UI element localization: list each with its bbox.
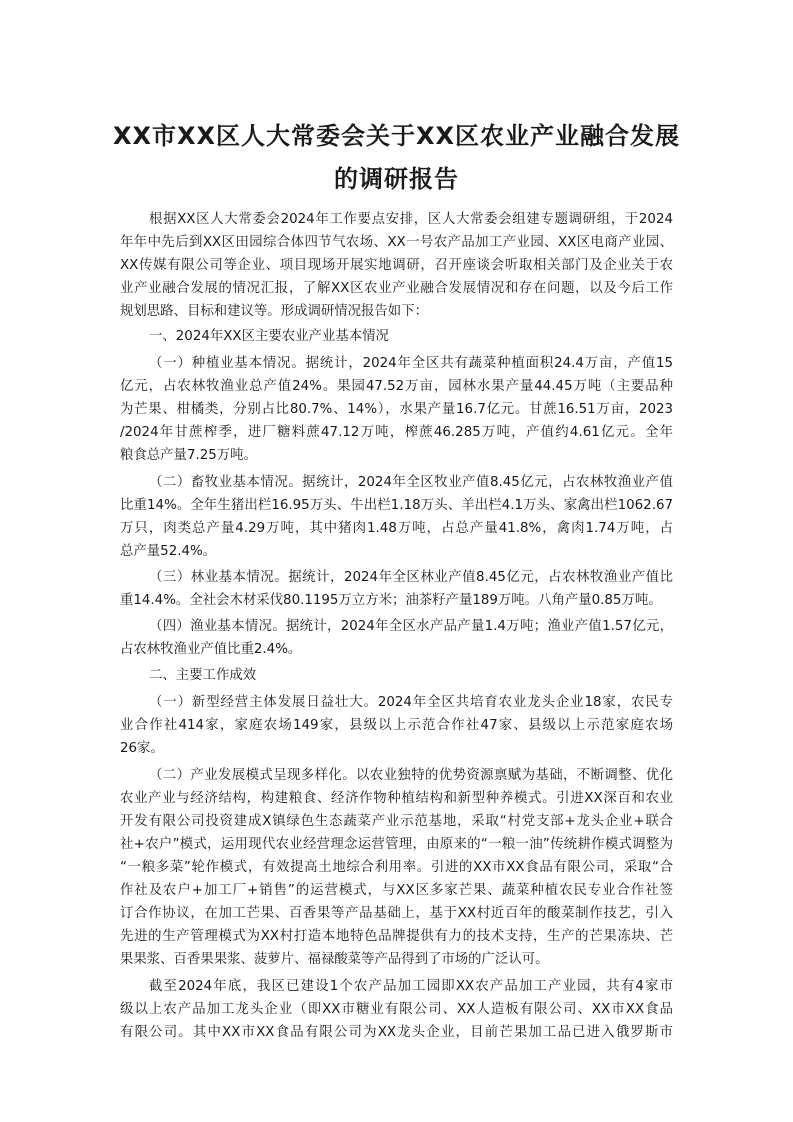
body-line: 果果浆、百香果果浆、菠萝片、福禄酸菜等产品得到了市场的广泛认可。 <box>120 952 549 967</box>
body-line: 农业产业与经济结构，构建粮食、经济作物种植结构和新型种养模式。引进XX深百和农业 <box>120 791 673 806</box>
body-line: 截至2024年底，我区已建设1个农产品加工园即XX农产品加工产业园，共有4家市 <box>149 979 673 994</box>
body-line: （二）产业发展模式呈现多样化。以农业独特的优势资源禀赋为基础，不断调整、优化 <box>149 768 673 783</box>
body-line: 重14.4%。全社会木材采伐80.1195万立方米；油茶籽产量189万吨。八角产量0.85万吨。 <box>120 593 662 608</box>
body-line: 总产量52.4%。 <box>120 544 217 559</box>
body-line: 先进的生产管理模式为XX村打造本地特色品牌提供有力的技术支持，生产的芒果冻块、芒 <box>120 929 673 944</box>
body-line: 有限公司。其中XX市XX食品有限公司为XX龙头企业，目前芒果加工品已进入俄罗斯市 <box>120 1025 673 1040</box>
body-line: 社+农户”模式，运用现代农业经营理念运营管理，由原来的“一粮一油”传统耕作模式调整为 <box>120 837 673 852</box>
body-line: “一粮多菜”轮作模式，有效提高土地综合利用率。引进的XX市XX食品有限公司，采取“合 <box>120 860 673 875</box>
body-line: 开发有限公司投资建成X镇绿色生态蔬菜产业示范基地，采取“村党支部+龙头企业+联合 <box>120 814 673 829</box>
body-line: 年年中先后到XX区田园综合体四节气农场、XX一号农产品加工产业园、XX区电商产业园、 <box>120 235 673 250</box>
body-line: （三）林业基本情况。据统计，2024年全区林业产值8.45亿元，占农林牧渔业产值比 <box>149 570 673 585</box>
body-line: 粮食总产量7.25万吨。 <box>120 448 257 463</box>
body-line: （一）新型经营主体发展日益壮大。2024年全区共培育农业龙头企业18家，农民专 <box>149 695 673 710</box>
body-line: 作社及农户+加工厂+销售”的运营模式，与XX区多家芒果、蔬菜种植农民专业合作社签 <box>120 883 673 898</box>
body-line: 根据XX区人大常委会2024年工作要点安排，区人大常委会组建专题调研组，于2024 <box>149 212 673 227</box>
body-line: 订合作协议，在加工芒果、百香果等产品基础上，基于XX村近百年的酸菜制作技艺，引入 <box>120 906 673 921</box>
body-line: 比重14%。全年生猪出栏16.95万头、牛出栏1.18万头、羊出栏4.1万头、家禽出栏1062.67 <box>120 498 673 513</box>
body-line: 业合作社414家，家庭农场149家，县级以上示范合作社47家、县级以上示范家庭农场 <box>120 718 673 733</box>
body-line: 26家。 <box>120 741 164 756</box>
body-line: （一）种植业基本情况。据统计，2024年全区共有蔬菜种植面积24.4万亩，产值15 <box>149 356 673 371</box>
body-line: 业产业融合发展的情况汇报，了解XX区农业产业融合发展情况和存在问题，以及今后工作 <box>120 281 673 296</box>
section-heading: 一、2024年XX区主要农业产业基本情况 <box>149 329 389 344</box>
body-line: 亿元，占农林牧渔业总产值24%。果园47.52万亩，园林水果产量44.45万吨（主要品种 <box>120 379 673 394</box>
section-heading: 二、主要工作成效 <box>149 668 257 683</box>
body-line: 万只，肉类总产量4.29万吨，其中猪肉1.48万吨，占总产量41.8%，禽肉1.74万吨，占 <box>120 521 673 536</box>
body-line: 级以上农产品加工龙头企业（即XX市糖业有限公司、XX人造板有限公司、XX市XX食品 <box>120 1002 673 1017</box>
document-title-line-2: 的调研报告 <box>334 165 459 193</box>
body-line: /2024年甘蔗榨季，进厂糖料蔗47.12万吨，榨蔗46.285万吨，产值约4.61亿元。全年 <box>120 425 673 440</box>
body-line: XX传媒有限公司等企业、项目现场开展实地调研，召开座谈会听取相关部门及企业关于农 <box>120 258 673 273</box>
body-line: 规划思路、目标和建议等。形成调研情况报告如下： <box>120 304 428 319</box>
body-line: 为芒果、柑橘类，分别占比80.7%、14%），水果产量16.7亿元。甘蔗16.51万亩，2023 <box>120 402 673 417</box>
body-line: （四）渔业基本情况。据统计，2024年全区水产品产量1.4万吨；渔业产值1.57亿元， <box>149 619 673 634</box>
body-line: 占农林牧渔业产值比重2.4%。 <box>120 642 302 657</box>
body-line: （二）畜牧业基本情况。据统计，2024年全区牧业产值8.45亿元，占农林牧渔业产值 <box>149 475 673 490</box>
document-title-line-1: XX市XX区人大常委会关于XX区农业产业融合发展 <box>112 122 681 150</box>
